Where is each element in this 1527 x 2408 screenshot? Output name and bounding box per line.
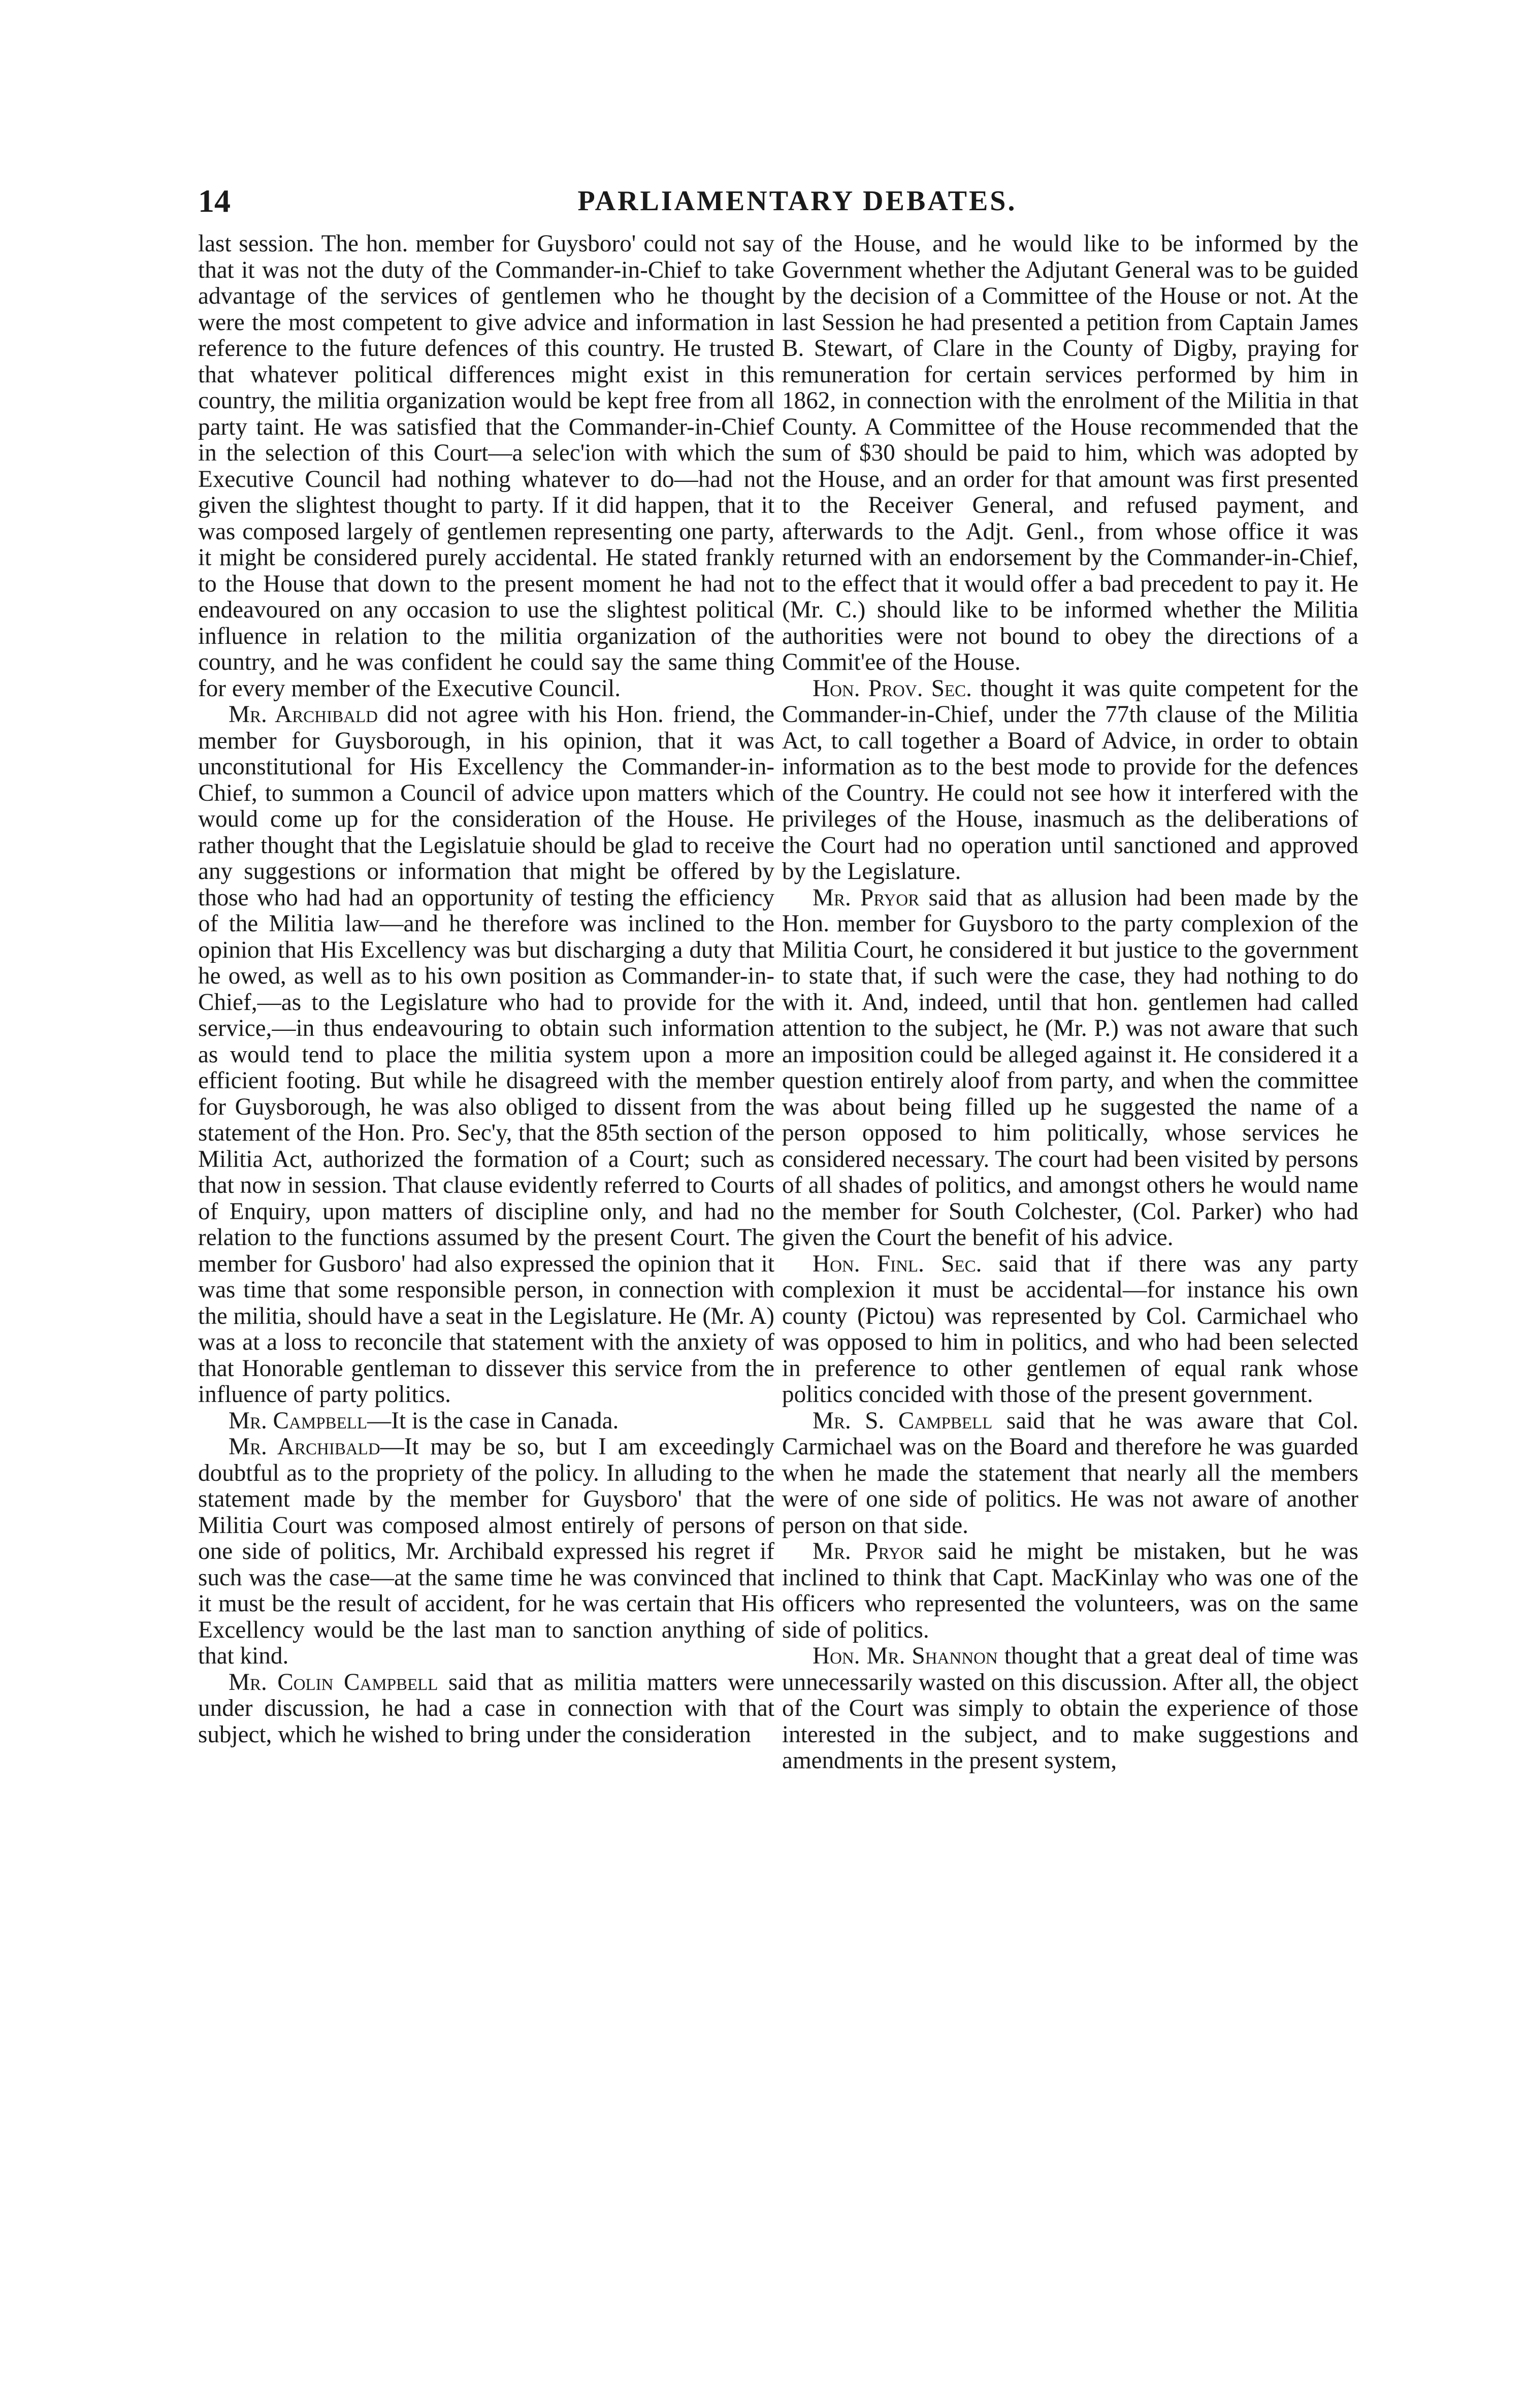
paragraph <box>198 702 774 1408</box>
paragraph <box>782 1539 1358 1643</box>
speaker-name: Hon. Mr. Shannon <box>813 1643 998 1669</box>
paragraph-text: thought it was quite competent for the Commander-in-Chief, under the 77th clause of the Militia Act, to call together a Board of Advice, in order to obtain information as to the best mode to provide for the defences of the Country. He could not see how it interfered with the privileges of the House, inasmuch as the deliberations of the Court had no operation until sanctioned and approved by the Legislature. <box>782 675 1358 885</box>
paragraph-text: said he might be mistaken, but he was inclined to think that Capt. MacKinlay who was one of the officers who represented the volunteers, was on the same side of politics. <box>782 1538 1358 1643</box>
speaker-name: Mr. Campbell <box>229 1407 368 1434</box>
paragraph-text: said that as militia matters were under discussion, he had a case in connection with that subject, which he wished to bring under the consideration <box>198 1669 774 1748</box>
paragraph-text: did not agree with his Hon. friend, the member for Guysborough, in his opinion, that it was unconstitutional for His Excellency the Commander-in-Chief, to summon a Council of advice upon matters which would come up for the consideration of the House. He rather thought that the Legislatuie should be glad to receive any suggestions or information that might be offered by those who had had an opportunity of testing the efficiency of the Militia law—and he therefore was inclined to the opinion that His Excellency was but discharging a duty that he owed, as well as to his own position as Commander-in-Chief,—as to the Legislature who had to provide for the service,—in thus endeavouring to obtain such information as would tend to place the militia system upon a more efficient footing. But while he disagreed with the member for Guysborough, he was also obliged to dissent from the statement of the Hon. Pro. Sec'y, that the 85th section of the Militia Act, authorized the formation of a Court; such as that now in session. That clause evidently referred to Courts of Enquiry, upon matters of discipline only, and had no relation to the functions assumed by the present Court. The member for Gusboro' had also expressed the opinion that it was time that some responsible person, in connection with the militia, should have a seat in the Legislature. He (Mr. A) was at a loss to reconcile that statement with the anxiety of that Honorable gentleman to dissever this service from the influence of party politics. <box>198 701 774 1408</box>
paragraph <box>198 231 774 702</box>
paragraph-text: said that if there was any party complexion it must be accidental—for instance his own county (Pictou) was represented by Col. Carmichael who was opposed to him in politics, and who had been selected in preference to other gentlemen of equal rank whose politics concided with those of the present government. <box>782 1250 1358 1408</box>
paragraph <box>782 1251 1358 1408</box>
paragraph <box>782 676 1358 885</box>
speaker-name: Mr. Archibald <box>229 1434 380 1460</box>
paragraph-text: last session. The hon. member for Guysboro' could not say that it was not the duty of the Commander-in-Chief to take advantage of the services of gentlemen who he thought were the most competent to give advice and information in reference to the future defences of this country. He trusted that whatever political differences might exist in this country, the militia organization would be kept free from all party taint. He was satisfied that the Commander-in-Chief in the selection of this Court—a selec'ion with which the Executive Council had nothing whatever to do—had not given the slightest thought to party. If it did happen, that it was composed largely of gentlemen representing one party, it might be considered purely accidental. He stated frankly to the House that down to the present moment he had not endeavoured on any occasion to use the slightest political influence in relation to the militia organization of the country, and he was confident he could say the same thing for every member of the Executive Council. <box>198 231 774 702</box>
paragraph-text: —It is the case in Canada. <box>367 1407 619 1434</box>
page-number: 14 <box>198 183 231 219</box>
running-head: PARLIAMENTARY DEBATES. <box>577 185 1017 217</box>
paragraph <box>782 1643 1358 1774</box>
paragraph-text: said that he was aware that Col. Carmichael was on the Board and therefore he was guarded when he made the statement that nearly all the members were of one side of politics. He was not aware of another person on that side. <box>782 1407 1358 1539</box>
right-column <box>782 231 1358 2323</box>
paragraph <box>782 231 1358 676</box>
page-header <box>198 181 1396 221</box>
speaker-name: Hon. Finl. Sec. <box>813 1250 982 1277</box>
paragraph-text: —It may be so, but I am exceedingly doubtful as to the propriety of the policy. In alluding to the statement made by the member for Guysboro' that the Militia Court was composed almost entirely of persons of one side of politics, Mr. Archibald expressed his regret if such was the case—at the same time he was convinced that it must be the result of accident, for he was certain that His Excellency would be the last man to sanction anything of that kind. <box>198 1434 774 1669</box>
speaker-name: Mr. Pryor <box>813 1538 924 1565</box>
paragraph <box>198 1408 774 1435</box>
paragraph <box>198 1670 774 1748</box>
paragraph-text: said that as allusion had been made by the Hon. member for Guysboro to the party complexion of the Militia Court, he considered it but justice to the government to state that, if such were the case, they had nothing to do with it. And, indeed, until that hon. gentlemen had called attention to the subject, he (Mr. P.) was not aware that such an imposition could be alleged against it. He considered it a question entirely aloof from party, and when the committee was about being filled up he suggested the name of a person opposed to him politically, whose services he considered necessary. The court had been visited by persons of all shades of politics, and amongst others he would name the member for South Colchester, (Col. Parker) who had given the Court the benefit of his advice. <box>782 884 1358 1251</box>
left-column <box>198 231 774 2323</box>
paragraph <box>782 885 1358 1251</box>
speaker-name: Mr. Pryor <box>813 884 920 911</box>
paragraph <box>198 1434 774 1670</box>
speaker-name: Mr. S. Campbell <box>813 1407 993 1434</box>
paragraph-text: thought that a great deal of time was unnecessarily wasted on this discussion. After all, the object of the Court was simply to obtain the experience of those interested in the subject, and to make suggestions and amendments in the present system, <box>782 1643 1358 1774</box>
speaker-name: Mr. Colin Campbell <box>229 1669 438 1696</box>
speaker-name: Mr. Archibald <box>229 701 378 728</box>
paragraph <box>782 1408 1358 1539</box>
speaker-name: Hon. Prov. Sec. <box>813 675 972 702</box>
paragraph-text: of the House, and he would like to be informed by the Government whether the Adjutant General was to be guided by the decision of a Committee of the House or not. At the last Session he had presented a petition from Captain James B. Stewart, of Clare in the County of Digby, praying for remuneration for certain services performed by him in 1862, in connection with the enrolment of the Militia in that County. A Committee of the House recommended that the sum of $30 should be paid to him, which was adopted by the House, and an order for that amount was first presented to the Receiver General, and refused payment, and afterwards to the Adjt. Genl., from whose office it was returned with an endorsement by the Commander-in-Chief, to the effect that it would offer a bad precedent to pay it. He (Mr. C.) should like to be informed whether the Militia authorities were not bound to obey the directions of a Commit'ee of the House. <box>782 231 1358 675</box>
